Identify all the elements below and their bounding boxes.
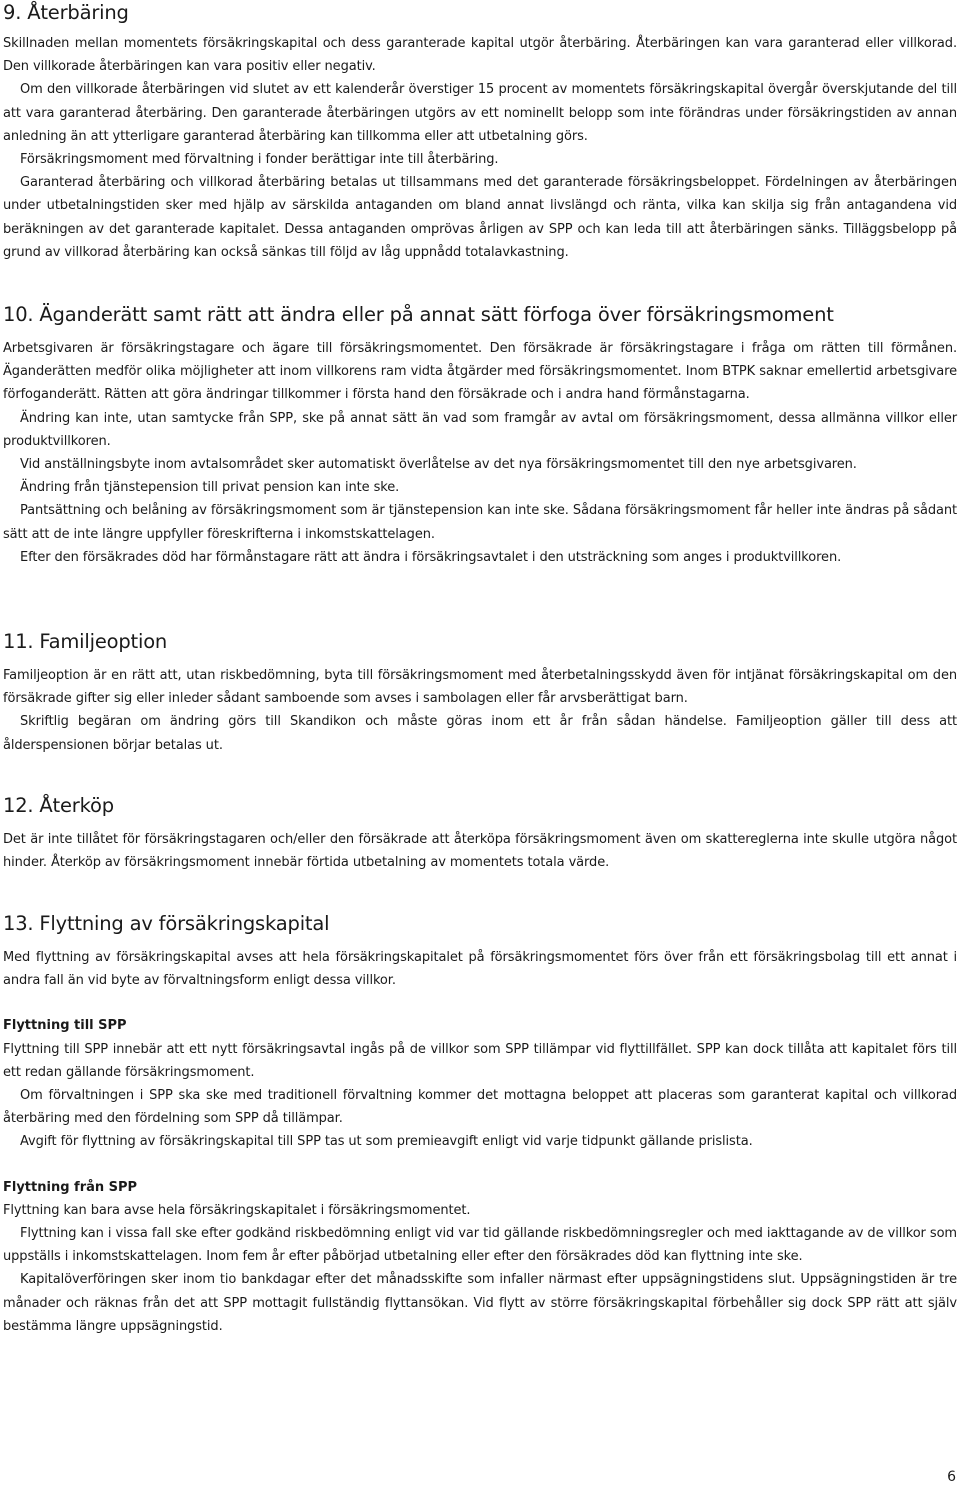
paragraph: Ändring kan inte, utan samtycke från SPP, ske på annat sätt än vad som framgår av avtal om försäkringsmoment, dessa allmänna villkor eller produktvillkoren. [3, 410, 957, 449]
paragraph: Efter den försäkrades död har förmånstagare rätt att ändra i försäkringsavtalet i den utsträckning som anges i produktvillkoren. [20, 549, 842, 565]
subsection-heading: Flyttning från SPP [3, 1179, 138, 1195]
paragraph: Avgift för flyttning av försäkringskapital till SPP tas ut som premieavgift enligt vid varje tidpunkt gällande prislista. [20, 1134, 753, 1150]
paragraph: Garanterad återbäring och villkorad återbäring betalas ut tillsammans med det garanterade försäkringsbeloppet. Fördelningen av återbäringen under utbetalningstiden sker med hjälp av särskilda antaganden om bland annat livslängd och ränta, vilka kan skilja sig från antagandena vid beräkningen av det garanterade kapitalet. Dessa antaganden omprövas årligen av SPP och kan leda till att återbäringen sänks. Tilläggsbelopp på grund av villkorad återbäring kan också sänkas till följd av låg uppnådd totalavkastning. [3, 175, 957, 260]
paragraph: Skriftlig begäran om ändring görs till Skandikon och måste göras inom ett år från sådan händelse. Familjeoption gäller till dess att ålderspensionen börjar betalas ut. [3, 714, 957, 753]
paragraph: Med flyttning av försäkringskapital avses att hela försäkringskapitalet på försäkringsmomentet förs över från ett försäkringsbolag till ett annat i andra fall än vid byte av förvaltningsform enligt dessa villkor. [3, 950, 957, 989]
section-aterkop [3, 793, 957, 874]
section-heading: 11. Familjeoption [3, 630, 168, 653]
paragraph: Ändring från tjänstepension till privat pension kan inte ske. [20, 480, 400, 496]
page-number: 6 [947, 1469, 956, 1485]
section-heading: 13. Flyttning av försäkringskapital [3, 912, 330, 935]
section-heading: 10. Äganderätt samt rätt att ändra eller på annat sätt förfoga över försäkringsmoment [3, 303, 834, 326]
paragraph: Vid anställningsbyte inom avtalsområdet sker automatiskt överlåtelse av det nya försäkringsmomentet till den nye arbetsgivaren. [20, 457, 857, 473]
paragraph: Skillnaden mellan momentets försäkringskapital och dess garanterade kapital utgör återbäring. Återbäringen kan vara garanterad eller villkorad. Den villkorade återbäringen kan vara positiv eller negativ. [3, 36, 957, 75]
paragraph: Flyttning till SPP innebär att ett nytt försäkringsavtal ingås på de villkor som SPP tillämpar vid flyttillfället. SPP kan dock tillåta att kapitalet förs till ett redan gällande försäkringsmoment. [3, 1041, 957, 1080]
section-flyttning [3, 911, 957, 1338]
paragraph: Flyttning kan i vissa fall ske efter godkänd riskbedömning enligt vid var tid gällande riskbedömningsregler och med iakttagande av de villkor som uppställs i inkomstskattelagen. Inom fem år efter påbörjad utbetalning eller efter den försäkrades död kan flyttning inte ske. [3, 1226, 957, 1265]
paragraph: Försäkringsmoment med förvaltning i fonder berättigar inte till återbäring. [20, 152, 499, 168]
subsection-heading: Flyttning till SPP [3, 1018, 127, 1034]
section-aganderatt [3, 302, 957, 569]
section-heading: 9. Återbäring [3, 1, 129, 24]
section-familjeoption [3, 629, 957, 757]
paragraph: Arbetsgivaren är försäkringstagare och ägare till försäkringsmomentet. Den försäkrade är försäkringstagare i fråga om rätten till förmånen. Äganderätten medför olika möjligheter att inom villkorens ram vidta åtgärder med försäkringsmomentet. Inom BTPK saknar emellertid arbetsgivare förfoganderätt. Rätten att göra ändringar tillkommer i första hand den försäkrade och i andra hand förmånstagarna. [3, 341, 957, 403]
paragraph: Familjeoption är en rätt att, utan riskbedömning, byta till försäkringsmoment med återbetalningsskydd även för intjänat försäkringskapital om den försäkrade gifter sig eller inleder sådant samboende som avses i sambolagen eller får arvsberättigat barn. [3, 668, 957, 707]
section-aterbaring [3, 0, 957, 264]
section-heading: 12. Återköp [3, 794, 114, 817]
paragraph: Om förvaltningen i SPP ska ske med traditionell förvaltning kommer det mottagna beloppet att placeras som garanterat kapital och villkorad återbäring med den fördelning som SPP då tillämpar. [3, 1088, 957, 1127]
paragraph: Kapitalöverföringen sker inom tio bankdagar efter det månadsskifte som infaller närmast efter uppsägningstidens slut. Uppsägningstiden är tre månader och räknas från det att SPP mottagit fullständig flyttansökan. Vid flytt av större försäkringskapital förbehåller sig dock SPP rätt att själv bestämma längre uppsägningstid. [3, 1272, 957, 1334]
paragraph: Det är inte tillåtet för försäkringstagaren och/eller den försäkrade att återköpa försäkringsmoment även om skattereglerna inte skulle utgöra något hinder. Återköp av försäkringsmoment innebär förtida utbetalning av momentets totala värde. [3, 832, 957, 871]
paragraph: Pantsättning och belåning av försäkringsmoment som är tjänstepension kan inte ske. Sådana försäkringsmoment får heller inte ändras på sådant sätt att de inte längre uppfyller föreskrifterna i inkomstskattelagen. [3, 503, 957, 542]
paragraph: Om den villkorade återbäringen vid slutet av ett kalenderår överstiger 15 procent av momentets försäkringskapital övergår överskjutande del till att vara garanterad återbäring. Den garanterade återbäringen utgörs av ett nominellt belopp som inte förändras under försäkringstiden av annan anledning än att ytterligare garanterad återbäring kan tillkomma eller att utbetalning görs. [3, 82, 957, 144]
paragraph: Flyttning kan bara avse hela försäkringskapitalet i försäkringsmomentet. [3, 1202, 471, 1218]
